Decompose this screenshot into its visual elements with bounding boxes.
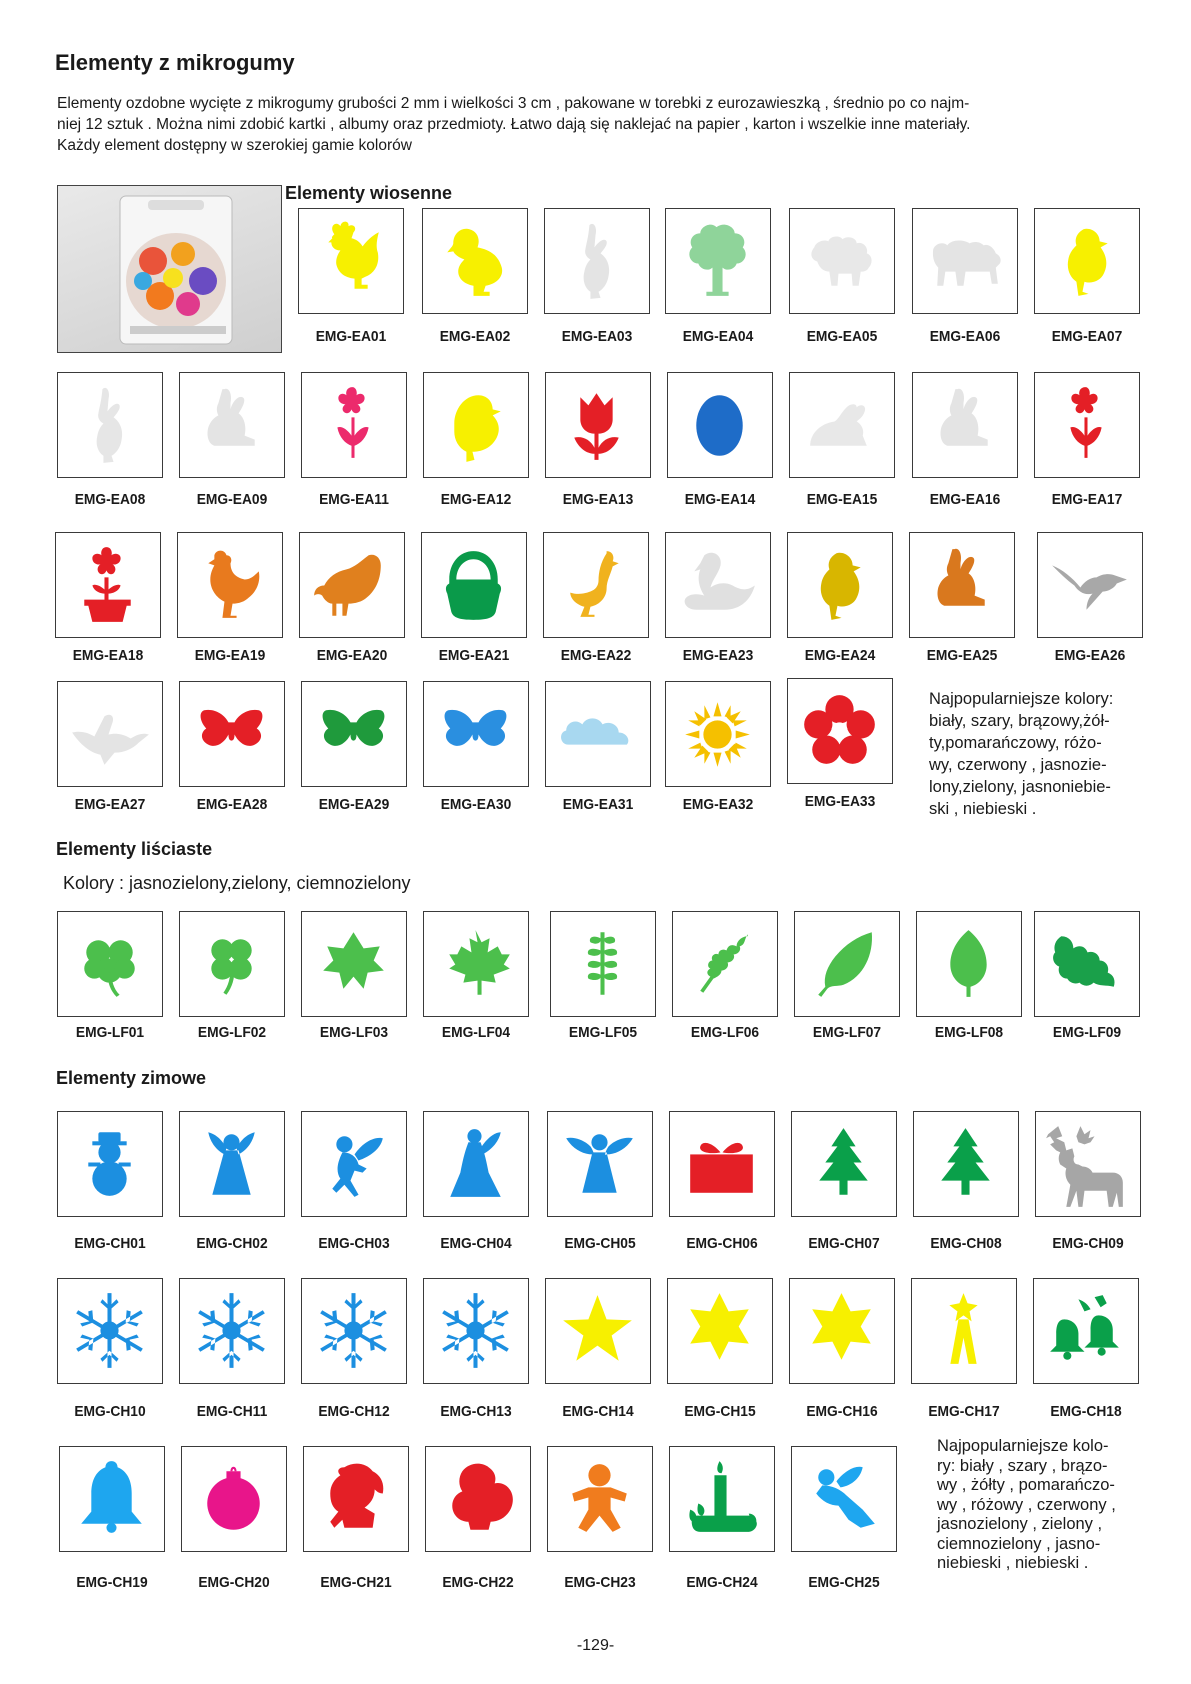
product-code: EMG-EA06 <box>929 328 1001 345</box>
note-line: lony,zielony, jasnoniebie- <box>929 778 1111 796</box>
product-tile <box>912 208 1018 314</box>
product-tile <box>912 372 1018 478</box>
note-line: wy, czerwony , jasnozie- <box>929 756 1107 774</box>
star-six-icon <box>790 1279 893 1382</box>
intro-text <box>57 93 1047 156</box>
product-code: EMG-CH01 <box>74 1235 146 1252</box>
product-tile <box>547 1446 653 1552</box>
product-code: EMG-EA12 <box>440 491 512 508</box>
snowman-icon <box>58 1112 161 1215</box>
oak-leaf-icon <box>673 912 776 1015</box>
product-tile <box>179 372 285 478</box>
product-code: EMG-EA23 <box>682 647 754 664</box>
product-tile <box>301 1111 407 1217</box>
dove-icon <box>58 682 161 785</box>
product-code: EMG-LF06 <box>690 1024 760 1041</box>
product-code: EMG-CH13 <box>440 1403 512 1420</box>
product-tile <box>301 681 407 787</box>
product-tile <box>177 532 283 638</box>
angel-flying-icon <box>792 1447 895 1550</box>
product-tile <box>179 911 285 1017</box>
bauble-icon <box>182 1447 285 1550</box>
rabbit-standing-icon <box>58 373 161 476</box>
product-tile <box>57 911 163 1017</box>
product-tile <box>789 372 895 478</box>
product-code: EMG-EA02 <box>439 328 511 345</box>
product-tile <box>665 532 771 638</box>
product-tile <box>423 372 529 478</box>
flower-stem-icon <box>302 373 405 476</box>
product-tile <box>59 1446 165 1552</box>
product-code: EMG-LF01 <box>75 1024 145 1041</box>
chick-hatched-icon <box>424 373 527 476</box>
product-tile <box>179 1111 285 1217</box>
note-line: wy , różowy , czerwony , <box>937 1495 1116 1514</box>
product-code: EMG-CH04 <box>440 1235 512 1252</box>
product-tile <box>298 208 404 314</box>
rabbit-sitting-icon <box>910 533 1013 636</box>
product-tile <box>791 1111 897 1217</box>
product-tile <box>787 532 893 638</box>
note-line: Najpopularniejsze kolory: <box>929 690 1114 708</box>
product-code: EMG-EA03 <box>561 328 633 345</box>
product-code: EMG-CH22 <box>442 1574 514 1591</box>
rooster-icon <box>299 209 402 312</box>
birch-leaf-icon <box>795 912 898 1015</box>
product-code: EMG-CH09 <box>1052 1235 1124 1252</box>
product-code: EMG-EA32 <box>682 796 754 813</box>
product-tile <box>545 681 651 787</box>
reindeer-icon <box>1036 1112 1139 1215</box>
butterfly-icon <box>302 682 405 785</box>
santa-sack-icon <box>426 1447 529 1550</box>
product-code: EMG-LF08 <box>934 1024 1004 1041</box>
product-code: EMG-EA30 <box>440 796 512 813</box>
product-code: EMG-EA11 <box>319 491 389 508</box>
product-code: EMG-LF07 <box>812 1024 882 1041</box>
product-code: EMG-EA13 <box>562 491 634 508</box>
shamrock-icon <box>58 912 161 1015</box>
tree-icon <box>666 209 769 312</box>
basket-icon <box>422 533 525 636</box>
candle-icon <box>670 1447 773 1550</box>
product-tile <box>787 678 893 784</box>
product-tile <box>179 681 285 787</box>
gingerbread-icon <box>548 1447 651 1550</box>
product-tile <box>422 208 528 314</box>
flower-stem-icon <box>1035 373 1138 476</box>
product-code: EMG-CH15 <box>684 1403 756 1420</box>
product-code: EMG-EA04 <box>682 328 754 345</box>
product-code: EMG-CH17 <box>928 1403 1000 1420</box>
product-tile <box>57 1111 163 1217</box>
cloud-icon <box>546 682 649 785</box>
product-code: EMG-CH10 <box>74 1403 146 1420</box>
butterfly-icon <box>424 682 527 785</box>
product-tile <box>57 372 163 478</box>
product-tile <box>667 1278 773 1384</box>
page-number: -129- <box>576 1637 615 1654</box>
christmas-tree-icon <box>914 1112 1017 1215</box>
product-tile <box>543 532 649 638</box>
product-tile <box>789 208 895 314</box>
product-code: EMG-EA27 <box>74 796 146 813</box>
product-code: EMG-CH23 <box>564 1574 636 1591</box>
product-tile <box>301 911 407 1017</box>
product-tile <box>421 532 527 638</box>
lamb-icon <box>913 209 1016 312</box>
note-line: niebieski , niebieski . <box>937 1554 1089 1572</box>
simple-leaf-icon <box>917 912 1020 1015</box>
winter-colors-note <box>937 1437 1137 1574</box>
product-code: EMG-EA20 <box>316 647 388 664</box>
product-code: EMG-CH24 <box>686 1574 758 1591</box>
product-code: EMG-CH20 <box>198 1574 270 1591</box>
chick-icon <box>1035 209 1138 312</box>
ivy-leaf-icon <box>302 912 405 1015</box>
star-six-icon <box>668 1279 771 1382</box>
product-tile <box>301 1278 407 1384</box>
swan-icon <box>666 533 769 636</box>
flower-pot-icon <box>56 533 159 636</box>
product-code: EMG-EA24 <box>804 647 876 664</box>
product-tile <box>545 372 651 478</box>
product-code: EMG-EA17 <box>1051 491 1123 508</box>
product-tile <box>665 681 771 787</box>
product-tile <box>1034 372 1140 478</box>
product-code: EMG-LF03 <box>319 1024 389 1041</box>
product-code: EMG-CH02 <box>196 1235 268 1252</box>
note-line: wy , żółty , pomarańczo- <box>937 1476 1115 1494</box>
bells-icon <box>1034 1279 1137 1382</box>
product-code: EMG-EA07 <box>1051 328 1123 345</box>
product-code: EMG-EA09 <box>196 491 268 508</box>
product-code: EMG-EA18 <box>72 647 144 664</box>
note-line: jasnozielony , zielony , <box>937 1515 1103 1533</box>
section-title-winter: Elementy zimowe <box>56 1068 207 1088</box>
christmas-tree-icon <box>792 1112 895 1215</box>
note-line: ty,pomarańczowy, różo- <box>929 734 1102 752</box>
product-tile <box>57 681 163 787</box>
bird-flying-icon <box>1038 533 1141 636</box>
intro-line: Elementy ozdobne wycięte z mikrogumy grubości 2 mm i wielkości 3 cm , pakowane w torebki z eurozawieszką , średnio po co najm- <box>57 95 970 112</box>
snowflake-icon <box>58 1279 161 1382</box>
rabbit-sitting-icon <box>180 373 283 476</box>
snowflake-icon <box>424 1279 527 1382</box>
angel-standing-icon <box>424 1112 527 1215</box>
note-line: ry: biały , szary , brązo- <box>937 1456 1108 1475</box>
product-tile <box>425 1446 531 1552</box>
product-code: EMG-EA01 <box>315 328 387 345</box>
product-code: EMG-EA15 <box>806 491 878 508</box>
product-code: EMG-EA19 <box>194 647 266 664</box>
product-code: EMG-EA28 <box>196 796 268 813</box>
product-tile <box>789 1278 895 1384</box>
product-tile <box>913 1111 1019 1217</box>
rabbit-standing-icon <box>545 209 648 312</box>
section-title-spring: Elementy wiosenne <box>285 183 453 203</box>
rabbit-lying-icon <box>790 373 893 476</box>
product-tile <box>1034 208 1140 314</box>
intro-line: niej 12 sztuk . Można nimi zdobić kartki , albumy oraz przedmioty. Łatwo dają się naklejać na papier , karton i wszelkie inne materiały. <box>57 116 971 133</box>
product-tile <box>57 1278 163 1384</box>
product-tile <box>423 1111 529 1217</box>
tulip-icon <box>546 373 649 476</box>
product-tile <box>669 1446 775 1552</box>
product-tile <box>1034 911 1140 1017</box>
product-tile <box>423 1278 529 1384</box>
product-code: EMG-CH16 <box>806 1403 878 1420</box>
product-code: EMG-CH07 <box>808 1235 880 1252</box>
sun-icon <box>666 682 769 785</box>
product-tile <box>301 372 407 478</box>
rabbit-sitting-icon <box>913 373 1016 476</box>
maple-leaf-icon <box>424 912 527 1015</box>
product-code: EMG-CH11 <box>196 1403 268 1420</box>
page-title: Elementy z mikrogumy <box>55 50 295 75</box>
product-tile <box>665 208 771 314</box>
spring-colors-note <box>929 688 1129 820</box>
section-title-leaves: Elementy liściaste <box>56 839 213 859</box>
product-tile <box>181 1446 287 1552</box>
product-code: EMG-CH18 <box>1050 1403 1122 1420</box>
product-tile <box>299 532 405 638</box>
product-tile <box>550 911 656 1017</box>
product-code: EMG-CH21 <box>320 1574 392 1591</box>
comet-icon <box>912 1279 1015 1382</box>
product-tile <box>545 1278 651 1384</box>
product-code: EMG-EA31 <box>562 796 634 813</box>
angel-wings-icon <box>548 1112 651 1215</box>
product-tile <box>667 372 773 478</box>
product-tile <box>791 1446 897 1552</box>
product-tile <box>544 208 650 314</box>
product-code: EMG-LF09 <box>1052 1024 1122 1041</box>
chick-icon <box>788 533 891 636</box>
product-tile <box>916 911 1022 1017</box>
intro-line: Każdy element dostępny w szerokiej gamie kolorów <box>57 137 412 154</box>
product-code: EMG-CH12 <box>318 1403 390 1420</box>
product-code: EMG-CH14 <box>562 1403 634 1420</box>
product-code: EMG-CH03 <box>318 1235 390 1252</box>
flower-icon <box>788 679 891 782</box>
goose-icon <box>544 533 647 636</box>
fern-leaf-icon <box>551 912 654 1015</box>
leaves-colors: Kolory : jasnozielony,zielony, ciemnozielony <box>63 873 411 893</box>
note-line: ciemnozielony , jasno- <box>937 1534 1101 1553</box>
product-code: EMG-LF02 <box>197 1024 267 1041</box>
sheep-icon <box>790 209 893 312</box>
hen-pecking-icon <box>300 533 403 636</box>
product-code: EMG-EA14 <box>684 491 756 508</box>
product-tile <box>423 911 529 1017</box>
santa-icon <box>304 1447 407 1550</box>
product-code: EMG-EA26 <box>1054 647 1126 664</box>
note-line: biały, szary, brązowy,żół- <box>929 712 1110 730</box>
product-package-photo <box>57 185 282 353</box>
bell-icon <box>60 1447 163 1550</box>
product-code: EMG-EA16 <box>929 491 1001 508</box>
egg-icon <box>668 373 771 476</box>
product-code: EMG-EA08 <box>74 491 146 508</box>
gift-icon <box>670 1112 773 1215</box>
product-tile <box>911 1278 1017 1384</box>
product-code: EMG-EA25 <box>926 647 998 664</box>
holly-leaf-icon <box>1035 912 1138 1015</box>
product-tile <box>794 911 900 1017</box>
product-tile <box>303 1446 409 1552</box>
product-code: EMG-EA29 <box>318 796 390 813</box>
product-code: EMG-EA05 <box>806 328 878 345</box>
star-icon <box>546 1279 649 1382</box>
product-tile <box>1035 1111 1141 1217</box>
product-code: EMG-CH19 <box>76 1574 148 1591</box>
product-code: EMG-CH08 <box>930 1235 1002 1252</box>
butterfly-icon <box>180 682 283 785</box>
product-tile <box>1037 532 1143 638</box>
product-tile <box>1033 1278 1139 1384</box>
product-tile <box>179 1278 285 1384</box>
snowflake-icon <box>302 1279 405 1382</box>
product-tile <box>909 532 1015 638</box>
product-code: EMG-CH25 <box>808 1574 880 1591</box>
product-code: EMG-LF05 <box>568 1024 638 1041</box>
product-code: EMG-CH06 <box>686 1235 758 1252</box>
hen-icon <box>178 533 281 636</box>
product-tile <box>547 1111 653 1217</box>
clover-icon <box>180 912 283 1015</box>
note-line: ski , niebieski . <box>929 800 1037 818</box>
product-code: EMG-CH05 <box>564 1235 636 1252</box>
snowflake-icon <box>180 1279 283 1382</box>
product-code: EMG-EA22 <box>560 647 632 664</box>
product-tile <box>672 911 778 1017</box>
product-code: EMG-EA21 <box>438 647 510 664</box>
product-tile <box>55 532 161 638</box>
angel-icon <box>180 1112 283 1215</box>
note-line: Najpopularniejsze kolo- <box>937 1437 1109 1455</box>
product-code: EMG-EA33 <box>804 793 876 810</box>
duckling-icon <box>423 209 526 312</box>
product-code: EMG-LF04 <box>441 1024 511 1041</box>
product-tile <box>423 681 529 787</box>
cherub-icon <box>302 1112 405 1215</box>
product-tile <box>669 1111 775 1217</box>
